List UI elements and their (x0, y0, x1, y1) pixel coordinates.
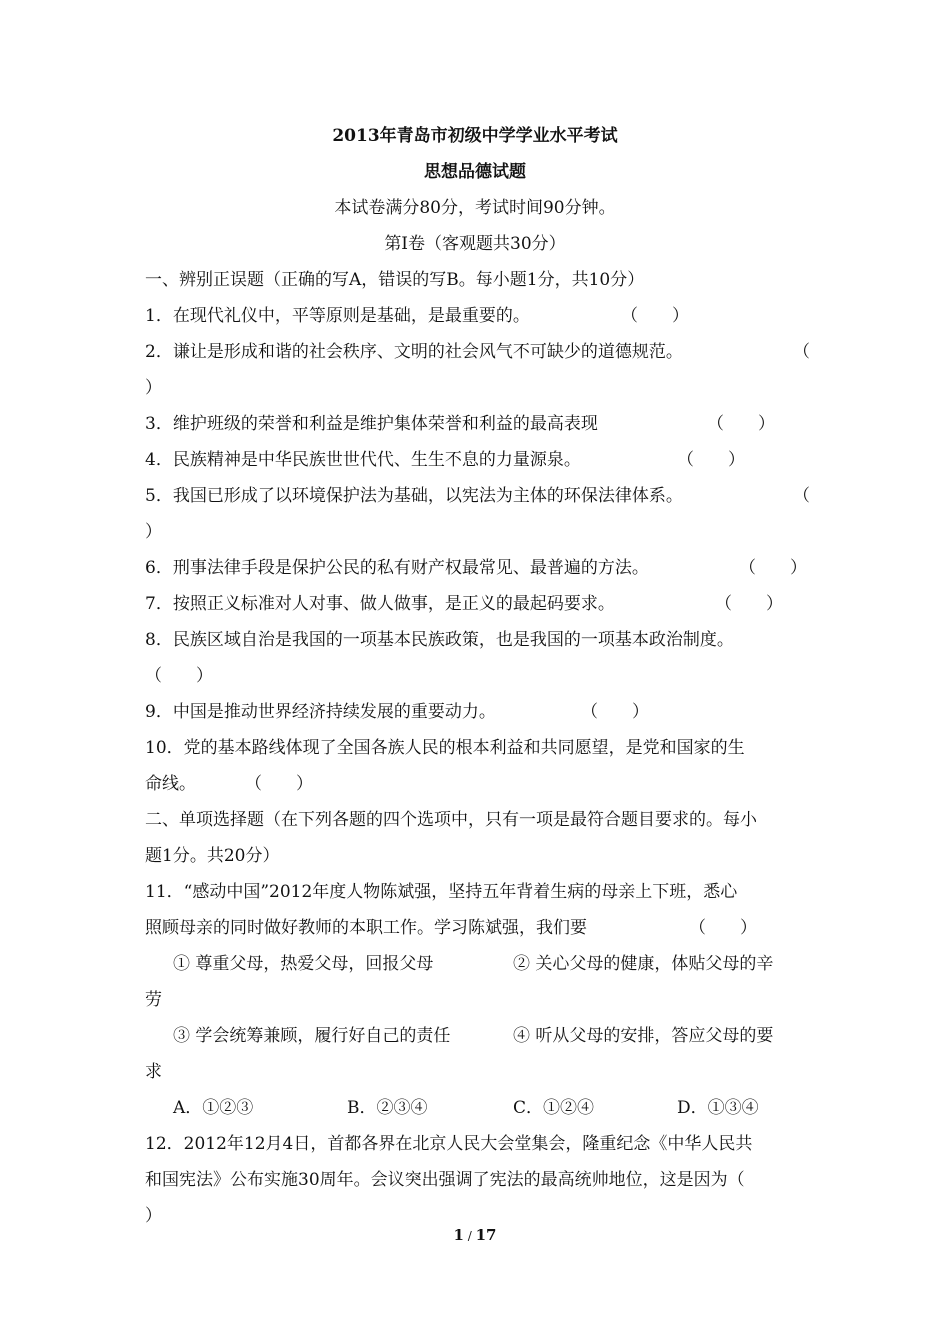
question-4 (145, 442, 810, 478)
option-1: ① 尊重父母，热爱父母，回报父母 (173, 954, 434, 974)
page-total: 17 (475, 1226, 497, 1244)
answer-paren: （ ） (739, 558, 807, 578)
question-text: 4．民族精神是中华民族世世代代、生生不息的力量源泉。 (145, 450, 581, 470)
answer-paren-close: ） (145, 378, 162, 398)
question-12-cont: ） (145, 1206, 162, 1226)
section-label: 第Ⅰ卷（客观题共30分） (384, 234, 566, 254)
exam-subtitle: 思想品德试题 (424, 162, 526, 182)
question-text: 照顾母亲的同时做好教师的本职工作。学习陈斌强，我们要 (145, 918, 587, 938)
question-12-cont: 和国宪法》公布实施30周年。会议突出强调了宪法的最高统帅地位，这是因为（ (145, 1170, 745, 1190)
answer-paren: （ ） (689, 918, 757, 938)
answer-paren: （ ） (581, 702, 649, 722)
option-2-cont: 劳 (145, 990, 162, 1010)
answer-paren: （ ） (245, 774, 313, 794)
question-9 (145, 694, 810, 730)
answer-paren-open: （ (793, 342, 810, 362)
answer-paren: （ ） (621, 306, 689, 326)
question-1 (145, 298, 810, 334)
answer-paren-open: （ (793, 486, 810, 506)
question-10: 10．党的基本路线体现了全国各族人民的根本利益和共同愿望，是党和国家的生 (145, 738, 745, 758)
question-text: 3．维护班级的荣誉和利益是维护集体荣誉和利益的最高表现 (145, 414, 598, 434)
question-text: 5．我国已形成了以环境保护法为基础，以宪法为主体的环保法律体系。 (145, 486, 683, 506)
question-text: 1．在现代礼仪中，平等原则是基础，是最重要的。 (145, 306, 530, 326)
choice-a: A．①②③ (173, 1098, 254, 1118)
part2-heading: 二、单项选择题（在下列各题的四个选项中，只有一项是最符合题目要求的。每小 (145, 810, 757, 830)
answer-paren-close: ） (145, 522, 162, 542)
option-3: ③ 学会统筹兼顾，履行好自己的责任 (173, 1026, 451, 1046)
answer-paren: （ ） (677, 450, 745, 470)
page-current: 1 (453, 1226, 464, 1244)
question-text: 6．刑事法律手段是保护公民的私有财产权最常见、最普遍的方法。 (145, 558, 649, 578)
question-text: 7．按照正义标准对人对事、做人做事，是正义的最起码要求。 (145, 594, 615, 614)
option-4-cont: 求 (145, 1062, 162, 1082)
answer-paren: （ ） (145, 666, 213, 686)
question-11: 11．“感动中国”2012年度人物陈斌强，坚持五年背着生病的母亲上下班，悉心 (145, 882, 738, 902)
question-text: 命线。 (145, 774, 196, 794)
question-2 (145, 334, 810, 370)
choice-c: C．①②④ (513, 1098, 595, 1118)
question-5 (145, 478, 810, 514)
question-7 (145, 586, 810, 622)
exam-info: 本试卷满分80分，考试时间90分钟。 (334, 198, 616, 218)
question-text: 9．中国是推动世界经济持续发展的重要动力。 (145, 702, 496, 722)
question-10-cont (145, 766, 810, 802)
question-8: 8．民族区域自治是我国的一项基本民族政策，也是我国的一项基本政治制度。 (145, 630, 734, 650)
choice-b: B．②③④ (347, 1098, 428, 1118)
page-number: 1 / 17 (453, 1226, 497, 1244)
option-4: ④ 听从父母的安排，答应父母的要 (513, 1026, 774, 1046)
part2-heading-cont: 题1分。共20分） (145, 846, 280, 866)
question-3 (145, 406, 810, 442)
exam-title: 2013年青岛市初级中学学业水平考试 (332, 126, 618, 146)
answer-paren: （ ） (707, 414, 775, 434)
part1-heading: 一、辨别正误题（正确的写A，错误的写B。每小题1分，共10分） (145, 270, 645, 290)
question-12: 12．2012年12月4日，首都各界在北京人民大会堂集会，隆重纪念《中华人民共 (145, 1134, 753, 1154)
question-11-cont (145, 910, 810, 946)
answer-paren: （ ） (715, 594, 783, 614)
question-6 (145, 550, 810, 586)
option-2: ② 关心父母的健康，体贴父母的辛 (513, 954, 774, 974)
question-text: 2．谦让是形成和谐的社会秩序、文明的社会风气不可缺少的道德规范。 (145, 342, 683, 362)
choice-d: D．①③④ (677, 1098, 759, 1118)
